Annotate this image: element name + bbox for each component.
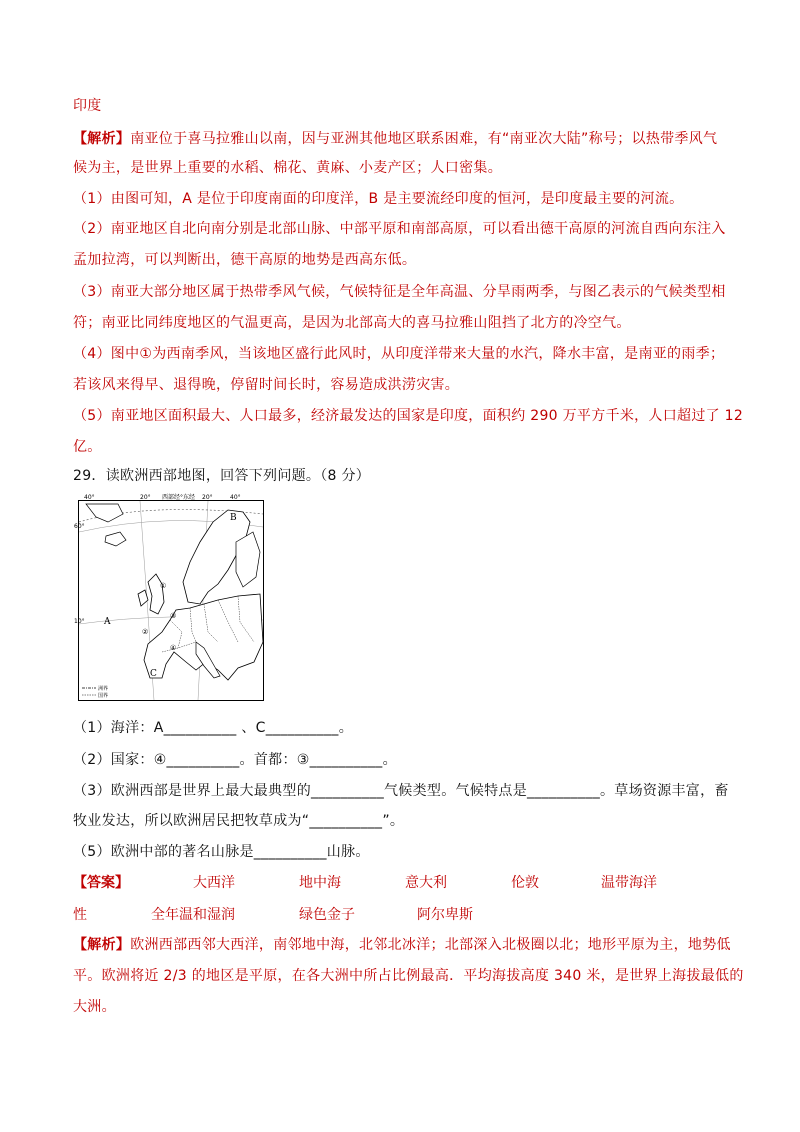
q29-analysis-text1: 欧洲西部西邻大西洋，南邻地中海，北邻北冰洋；北部深入北极圈以北；地形平原为主，地势低 <box>130 937 731 953</box>
analysis-p4-line2: 若该风来得早、退得晚，停留时间长时，容易造成洪涝灾害。 <box>73 377 460 393</box>
question-29-part5: （5）欧洲中部的著名山脉是__________山脉。 <box>73 844 370 860</box>
analysis-label: 【解析】 <box>73 131 131 147</box>
map-top-label: 西部经°东经 <box>162 494 196 501</box>
answer-item: 温带海洋 <box>601 875 657 891</box>
analysis-p4-line1: （4）图中①为西南季风，当该地区盛行此风时，从印度洋带来大量的水汽，降水丰富，是南亚的雨季； <box>73 346 725 362</box>
map-label-1: ① <box>160 582 167 590</box>
q29-analysis-label: 【解析】 <box>73 937 131 953</box>
answer-item: 绿色金子 <box>299 907 355 923</box>
answer-item: 伦敦 <box>511 875 539 891</box>
map-label-3: ③ <box>170 612 177 620</box>
map-label-b: B <box>230 513 237 523</box>
q29-analysis-line3: 大洲。 <box>73 999 116 1015</box>
europe-map <box>74 492 264 702</box>
map-left-label: 60° <box>74 523 85 530</box>
map-top-label: 20° <box>202 494 213 501</box>
legend-national-border: 国界 <box>98 693 109 699</box>
analysis-p3-line2: 符；南亚比同纬度地区的气温更高，是因为北部高大的喜马拉雅山阻挡了北方的冷空气。 <box>73 315 631 331</box>
question-29-part2: （2）国家：④__________。首都：③__________。 <box>73 752 397 768</box>
question-29-part3-line1: （3）欧洲西部是世界上最大最典型的__________气候类型。气候特点是__________。草场资源丰富，畜 <box>73 783 729 799</box>
analysis-intro-line1 <box>73 129 733 149</box>
analysis-p5-line1: （5）南亚地区面积最大、人口最多，经济最发达的国家是印度，面积约 290 万平方千米，人口超过了 12 <box>73 408 744 424</box>
map-label-c: C <box>150 669 157 679</box>
legend-continent-boundary: 洲界 <box>98 686 109 692</box>
q29-analysis-line1 <box>73 935 733 955</box>
analysis-intro-text1: 南亚位于喜马拉雅山以南，因与亚洲其他地区联系困难，有“南亚次大陆”称号；以热带季风气 <box>130 131 718 147</box>
answer-item: 地中海 <box>299 875 341 891</box>
answer-item: 大西洋 <box>193 875 235 891</box>
map-top-label: 40° <box>230 494 241 501</box>
question-29-part3-line2: 牧业发达，所以欧洲居民把牧草成为“__________”。 <box>73 813 405 829</box>
question-29-title: 29．读欧洲西部地图，回答下列问题。（8 分） <box>73 468 371 484</box>
map-label-2: ② <box>142 628 149 636</box>
map-top-label: 40° <box>84 494 95 501</box>
map-label-a: A <box>104 617 111 627</box>
map-label-4: ④ <box>170 644 177 652</box>
analysis-p3-line1: （3）南亚大部分地区属于热带季风气候，气候特征是全年高温、分旱雨两季，与图乙表示的气候类型相 <box>73 284 726 300</box>
map-left-label: 10° <box>74 618 85 625</box>
map-top-label: 20° <box>140 494 151 501</box>
analysis-p1: （1）由图可知，A 是位于印度南面的印度洋，B 是主要流经印度的恒河，是印度最主要的河流。 <box>73 191 684 207</box>
q29-analysis-line2: 平。欧洲将近 2/3 的地区是平原，在各大洲中所占比例最高．平均海拔高度 340 米，是世界上海拔最低的 <box>73 968 744 984</box>
answer-item: 意大利 <box>405 875 447 891</box>
question-29-part1: （1）海洋：A__________ 、C__________。 <box>73 720 354 736</box>
analysis-p5-line2: 亿。 <box>73 439 102 455</box>
analysis-p2-line1: （2）南亚地区自北向南分别是北部山脉、中部平原和南部高原，可以看出德干高原的河流自西向东注入 <box>73 221 726 237</box>
answer-item: 性 <box>73 907 87 923</box>
analysis-p2-line2: 孟加拉湾，可以判断出，德干高原的地势是西高东低。 <box>73 252 417 268</box>
answer-label: 【答案】 <box>73 875 129 891</box>
prev-answer-tail: 印度 <box>73 98 102 114</box>
analysis-intro-line2: 候为主，是世界上重要的水稻、棉花、黄麻、小麦产区；人口密集。 <box>73 160 502 176</box>
answer-item: 阿尔卑斯 <box>417 907 473 923</box>
answer-item: 全年温和湿润 <box>151 907 235 923</box>
